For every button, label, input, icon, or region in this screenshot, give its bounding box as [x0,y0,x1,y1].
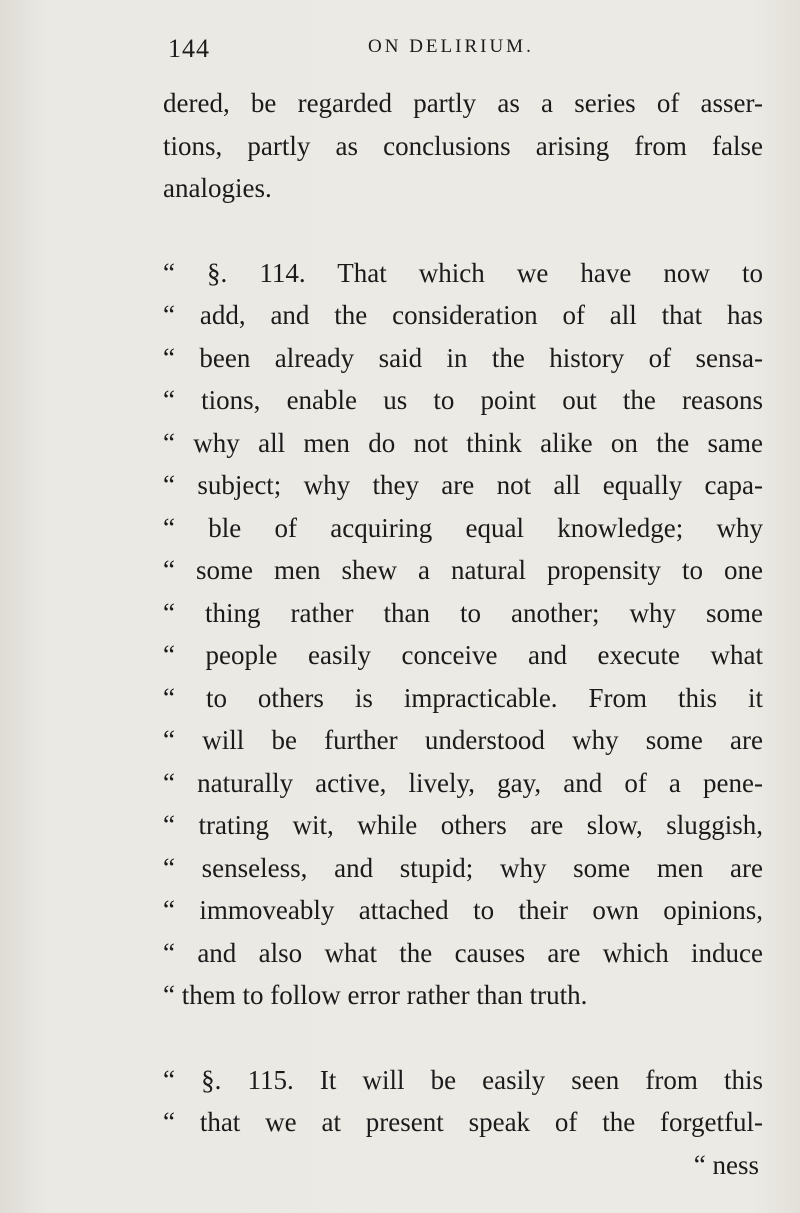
text-line: “ §. 115. It will be easily seen from this [163,1064,763,1095]
text-line: “ why all men do not think alike on the same [163,427,763,458]
text-line: “ tions, enable us to point out the reasons [163,385,763,415]
page-header [160,34,770,70]
running-head: ON DELIRIUM. [368,36,534,57]
text-line: “ ble of acquiring equal knowledge; why [163,512,763,543]
text-line: “ trating wit, while others are slow, sluggish, [163,810,763,840]
text-line: “ and also what the causes are which induce [163,937,763,968]
catchword: “ ness [693,1149,759,1180]
paragraph-gap [163,210,763,252]
text-line: “ to others is impracticable. From this it [163,682,763,713]
text-line: analogies. [163,173,272,203]
body-text [163,82,763,1186]
text-line: “ thing rather than to another; why some [163,597,763,628]
text-line: “ will be further understood why some are [163,725,763,755]
paragraph-gap [163,1017,763,1059]
text-line: “ subject; why they are not all equally capa- [163,470,763,500]
text-line: “ some men shew a natural propensity to one [163,555,763,585]
text-line: “ them to follow error rather than truth. [163,980,588,1010]
page-number: 144 [168,34,210,63]
text-line: “ immoveably attached to their own opinions, [163,895,763,925]
text-line: “ been already said in the history of sensa- [163,342,763,373]
text-line: “ §. 114. That which we have now to [163,257,763,288]
text-line: tions, partly as conclusions arising from false [163,130,763,161]
text-line: dered, be regarded partly as a series of asser- [163,88,763,118]
text-line: “ that we at present speak of the forgetful- [163,1107,763,1137]
text-line: “ people easily conceive and execute what [163,640,763,670]
text-line: “ add, and the consideration of all that has [163,300,763,330]
text-line: “ senseless, and stupid; why some men are [163,852,763,883]
text-line: “ naturally active, lively, gay, and of a pene- [163,767,763,798]
